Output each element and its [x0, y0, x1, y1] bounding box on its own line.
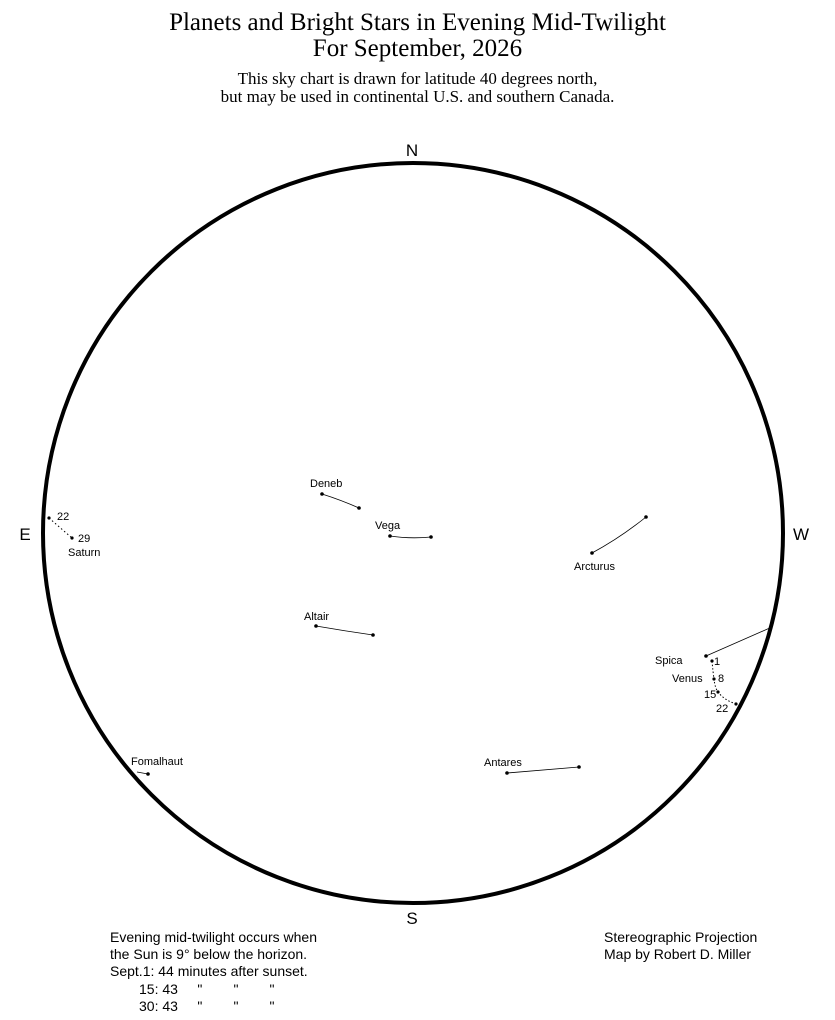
arcturus-point-end: [644, 515, 648, 519]
twilight-note-line3: Sept.1: 44 minutes after sunset.: [110, 963, 308, 979]
altair-point-end: [371, 633, 375, 637]
star-altair: [304, 611, 375, 637]
star-fomalhaut: [131, 756, 183, 776]
projection-note: Stereographic Projection: [604, 929, 758, 945]
venus-date-1: 1: [714, 656, 721, 668]
altair-point-start: [314, 624, 318, 628]
author-note: Map by Robert D. Miller: [604, 946, 752, 962]
deneb-point-end: [357, 506, 361, 510]
spica-label: Spica: [655, 655, 683, 667]
vega-label: Vega: [375, 520, 401, 532]
fomalhaut-label: Fomalhaut: [131, 756, 183, 768]
twilight-note-line1: Evening mid-twilight occurs when: [110, 929, 317, 945]
venus-date-8: 8: [718, 673, 725, 685]
star-vega: [375, 520, 433, 539]
altair-label: Altair: [304, 611, 330, 623]
arcturus-label: Arcturus: [574, 561, 615, 573]
vega-track: [390, 536, 431, 538]
saturn-point-29: [70, 536, 73, 539]
deneb-label: Deneb: [310, 478, 343, 490]
arcturus-point-start: [590, 551, 594, 555]
saturn-date-22: 22: [57, 511, 70, 523]
altair-track: [316, 626, 373, 635]
antares-point-start: [505, 771, 509, 775]
antares-label: Antares: [484, 757, 522, 769]
latitude-note: This sky chart is drawn for latitude 40 degrees north,: [237, 69, 598, 88]
chart-subtitle-date: For September, 2026: [312, 35, 523, 62]
star-arcturus: [574, 515, 648, 573]
vega-point-end: [429, 535, 433, 539]
fomalhaut-point: [146, 772, 150, 776]
saturn-point-22: [47, 516, 50, 519]
twilight-note-line5: 30: 43 " " ": [139, 998, 275, 1014]
venus-point-15: [716, 690, 719, 693]
deneb-point-start: [320, 492, 324, 496]
horizon-circle: [43, 163, 783, 903]
compass-south: S: [406, 909, 418, 928]
deneb-track: [322, 494, 359, 508]
vega-point-start: [388, 534, 392, 538]
compass-east: E: [19, 525, 31, 544]
saturn-date-29: 29: [78, 533, 91, 545]
usage-note: but may be used in continental U.S. and southern Canada.: [220, 87, 615, 106]
venus-point-8: [712, 677, 715, 680]
compass-west: W: [792, 525, 810, 544]
twilight-note-line2: the Sun is 9° below the horizon.: [110, 946, 308, 962]
venus-date-15: 15: [704, 689, 717, 701]
planet-saturn: [47, 511, 100, 559]
chart-title: Planets and Bright Stars in Evening Mid-Twilight: [169, 9, 666, 36]
venus-label: Venus: [672, 673, 703, 685]
venus-point-22: [734, 702, 737, 705]
compass-north: N: [405, 141, 419, 160]
spica-point: [704, 654, 708, 658]
antares-point-end: [577, 765, 581, 769]
venus-date-22: 22: [716, 703, 729, 715]
saturn-label: Saturn: [68, 547, 101, 559]
star-deneb: [310, 478, 361, 510]
star-antares: [484, 757, 581, 775]
arcturus-track: [592, 517, 646, 553]
twilight-note-line4: 15: 43 " " ": [139, 981, 275, 997]
